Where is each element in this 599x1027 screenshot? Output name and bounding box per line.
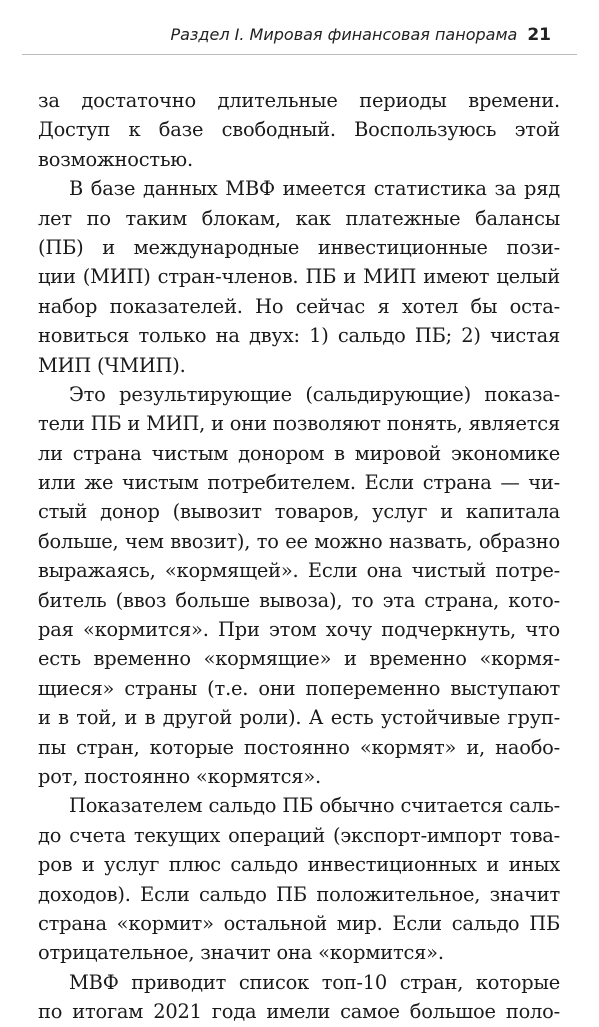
text-line: стый донор (вывозит товаров, услуг и капитала — [38, 500, 560, 524]
text-line: есть временно «кормящие» и временно «кормя- — [38, 647, 560, 671]
text-line: тели ПБ и МИП, и они позволяют понять, является — [38, 412, 560, 436]
text-line: Показателем сальдо ПБ обычно считается саль- — [69, 794, 560, 818]
text-line: отрицательное, значит она «кормится». — [38, 941, 444, 965]
text-line: или же чистым потребителем. Если страна — чи- — [38, 471, 560, 495]
text-line: за достаточно длительные периоды времени. — [38, 89, 560, 112]
text-line: В базе данных МВФ имеется статистика за ряд — [69, 177, 560, 201]
text-line: новиться только на двух: 1) сальдо ПБ; 2) чистая — [38, 324, 560, 348]
page-number: 21 — [527, 25, 551, 45]
text-line: больше, чем ввозит), то ее можно назвать, образно — [38, 529, 560, 553]
text-line: МИП (ЧМИП). — [38, 353, 186, 377]
text-line: рая «кормится». При этом хочу подчеркнуть, что — [38, 618, 560, 642]
text-line: по итогам 2021 года имели самое большое поло- — [38, 1000, 560, 1024]
text-line: до счета текущих операций (экспорт-импорт това- — [38, 823, 560, 847]
text-line: и в той, и в другой роли). А есть устойчивые груп- — [38, 706, 560, 730]
text-line: доходов). Если сальдо ПБ положительное, значит — [38, 882, 560, 906]
text-line: страна «кормит» остальной мир. Если сальдо ПБ — [38, 911, 560, 935]
text-line: выражаясь, «кормящей». Если она чистый потре- — [38, 559, 560, 583]
body-text — [38, 86, 560, 1027]
section-title: Раздел I. Мировая финансовая панорама — [170, 25, 518, 44]
text-line: щиеся» страны (т.е. они попеременно выступают — [38, 676, 560, 700]
text-line: возможностью. — [38, 147, 193, 171]
text-line: битель (ввоз больше вывоза), то эта страна, кото- — [38, 588, 560, 612]
text-line: МВФ приводит список топ-10 стран, которые — [69, 970, 560, 994]
running-head — [170, 24, 551, 46]
text-line: Это результирующие (сальдирующие) показа- — [69, 382, 560, 406]
text-line: (ПБ) и международные инвестиционные пози- — [38, 235, 560, 259]
text-line: набор показателей. Но сейчас я хотел бы оста- — [38, 294, 560, 318]
text-line: Доступ к базе свободный. Воспользуюсь этой — [38, 118, 560, 142]
header-divider — [22, 54, 577, 55]
text-line: ции (МИП) стран-членов. ПБ и МИП имеют целый — [38, 265, 560, 289]
text-line: ров и услуг плюс сальдо инвестиционных и иных — [38, 853, 560, 877]
text-line: лет по таким блокам, как платежные балансы — [38, 206, 560, 230]
text-line: рот, постоянно «кормятся». — [38, 764, 321, 788]
text-line: пы стран, которые постоянно «кормят» и, наобо- — [38, 735, 560, 759]
text-line: ли страна чистым донором в мировой экономике — [38, 441, 560, 465]
